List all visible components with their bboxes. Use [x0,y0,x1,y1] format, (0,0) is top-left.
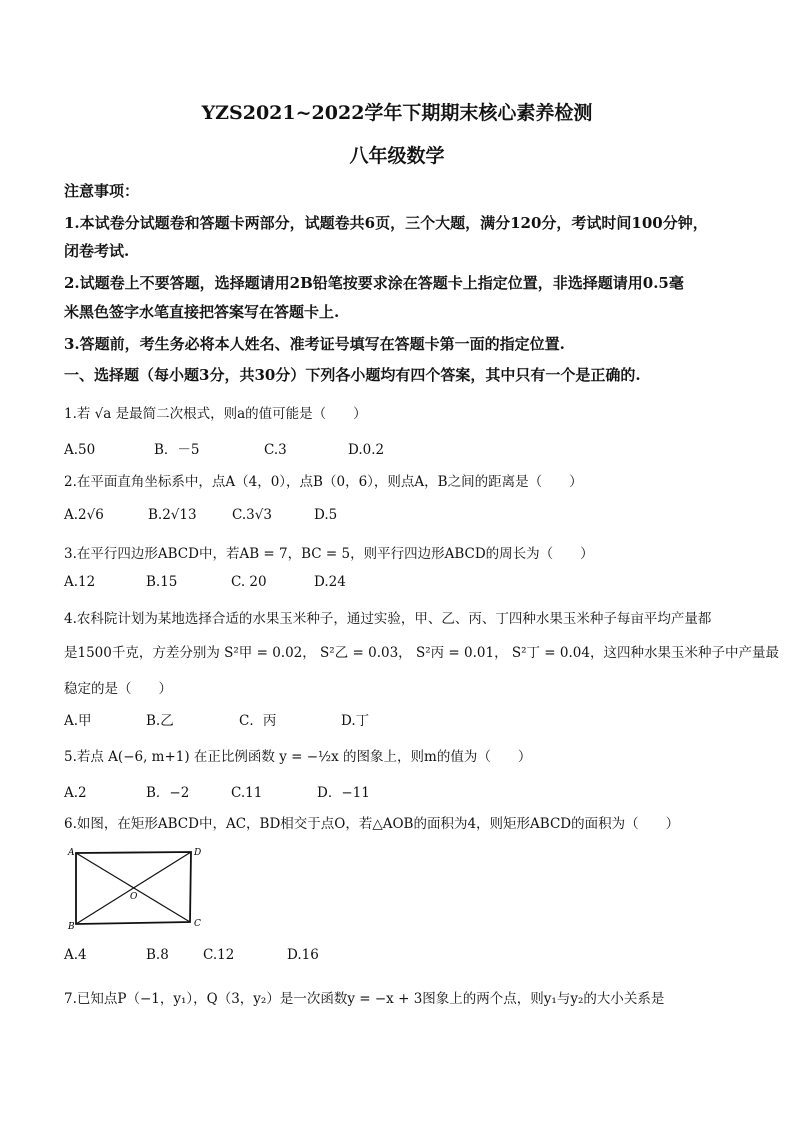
note-1-line-1: 1.本试卷分试题卷和答题卡两部分，试题卷共6页，三个大题，满分120分，考试时间100分钟， [64,214,708,232]
q3-option-a: A.12 [64,574,96,590]
note-2-line-2: 米黑色签字水笔直接把答案写在答题卡上. [64,303,340,321]
question-1-options [64,438,384,458]
q1-option-c: C.3 [264,442,287,458]
label-a: A [68,848,75,858]
question-3-stem: 3.在平行四边形ABCD中，若AB = 7，BC = 5，则平行四边形ABCD的周长为（ ） [64,546,594,562]
q2-option-b: B.2√13 [148,507,197,523]
q3-option-c: C. 20 [231,574,267,590]
label-c: C [194,919,201,929]
question-1-stem: 1.若 √a 是最简二次根式，则a的值可能是（ ） [64,406,367,422]
note-2-line-1: 2.试题卷上不要答题，选择题请用2B铅笔按要求涂在答题卡上指定位置，非选择题请用0.5毫 [64,274,684,292]
question-7-stem: 7.已知点P（−1，y₁），Q（3，y₂）是一次函数y = −x + 3图象上的两个点，则y₁与y₂的大小关系是 [64,991,665,1007]
question-4-line-2: 是1500千克，方差分别为 S²甲 = 0.02， S²乙 = 0.03， S²丙 = 0.01， S²丁 = 0.04，这四种水果玉米种子中产量最 [64,645,779,661]
q4-option-b: B.乙 [146,713,174,729]
question-6-options [64,947,319,963]
q2-option-a: A.2√6 [64,507,104,523]
q6-option-d: D.16 [287,947,319,963]
rectangle-figure [64,843,214,933]
label-o: O [130,892,138,902]
q5-option-c: C.11 [231,785,263,801]
question-4-line-3: 稳定的是（ ） [64,681,172,697]
q1-option-a: A.50 [64,442,96,458]
q6-option-a: A.4 [64,947,87,963]
question-2-options [64,507,337,523]
question-6-stem: 6.如图，在矩形ABCD中，AC，BD相交于点O，若△AOB的面积为4，则矩形ABCD的面积为（ ） [64,816,680,832]
q2-option-c: C.3√3 [232,507,272,523]
note-1-line-2: 闭卷考试. [64,242,130,260]
question-5-options [64,781,370,801]
q1-option-b: B．－5 [154,442,200,458]
q6-option-c: C.12 [203,947,235,963]
q5-option-d: D．−11 [317,785,370,801]
q1-option-d: D.0.2 [348,442,385,458]
q2-option-d: D.5 [314,507,338,523]
exam-title: YZS2021~2022学年下期期末核心素养检测 [201,102,593,124]
q4-option-c: C．丙 [239,713,277,729]
label-d: D [194,848,202,858]
notes-heading: 注意事项： [64,182,140,200]
section-1-heading: 一、选择题（每小题3分，共30分）下列各小题均有四个答案，其中只有一个是正确的. [64,366,641,384]
q4-option-d: D.丁 [341,713,370,729]
q6-option-b: B.8 [146,947,169,963]
question-4-options [64,709,369,729]
q3-option-b: B.15 [146,574,178,590]
q5-option-b: B．−2 [146,785,190,801]
question-2-stem: 2.在平面直角坐标系中，点A（4，0），点B（0，6），则点A，B之间的距离是（ ） [64,474,583,490]
question-4-line-1: 4.农科院计划为某地选择合适的水果玉米种子，通过实验，甲、乙、丙、丁四种水果玉米种子每亩平均产量都 [64,611,712,627]
question-3-options [64,574,346,590]
question-5-stem: 5.若点 A(−6, m+1) 在正比例函数 y = −½x 的图象上，则m的值为（ ） [64,749,532,765]
q3-option-d: D.24 [314,574,346,590]
label-b: B [68,922,75,932]
exam-subtitle: 八年级数学 [349,145,445,167]
q4-option-a: A.甲 [64,713,92,729]
q5-option-a: A.2 [64,785,87,801]
note-3: 3.答题前，考生务必将本人姓名、准考证号填写在答题卡第一面的指定位置. [64,335,565,353]
